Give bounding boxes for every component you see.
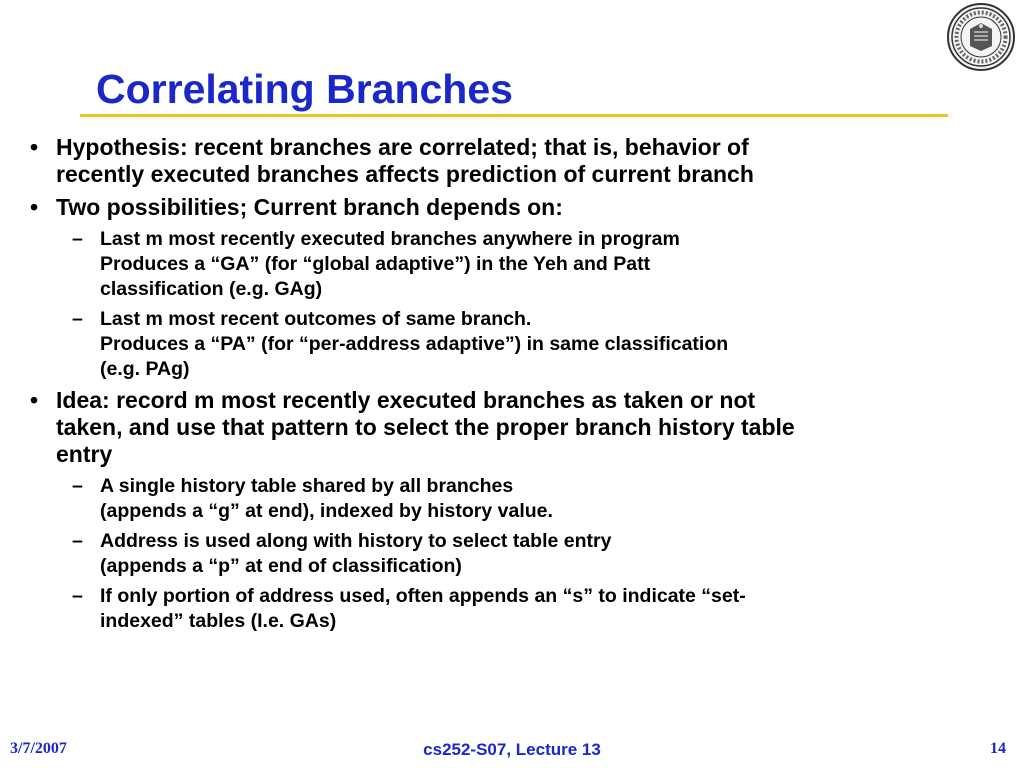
sub-bullet-text-line: (appends a “p” at end of classification) (100, 555, 462, 577)
footer-date: 3/7/2007 (10, 740, 67, 757)
sub-bullet-text-line: Produces a “GA” (for “global adaptive”) in the Yeh and Patt (100, 253, 651, 275)
bullet-text-line: taken, and use that pattern to select the proper branch history table (56, 414, 795, 440)
sub-bullet-text-line: Last m most recent outcomes of same branch. (100, 308, 532, 330)
sub-bullet-marker: – (72, 475, 83, 497)
sub-bullet-marker: – (72, 308, 83, 330)
sub-bullet-item (30, 474, 990, 524)
bullet-text-line: recently executed branches affects prediction of current branch (56, 161, 754, 187)
sub-bullet-text-line: A single history table shared by all branches (100, 475, 514, 497)
bullet-text-line: entry (56, 441, 113, 467)
sub-bullet-marker: – (72, 228, 83, 250)
sub-bullet-marker: – (72, 530, 83, 552)
sub-bullet-text-line: Last m most recently executed branches anywhere in program (100, 228, 680, 250)
sub-bullet-text-line: classification (e.g. GAg) (100, 278, 323, 300)
sub-bullet-text-line: Address is used along with history to select table entry (100, 530, 612, 552)
bullet-text-line: Hypothesis: recent branches are correlated; that is, behavior of (56, 134, 749, 160)
bullet-text-line: Idea: record m most recently executed branches as taken or not (56, 387, 756, 413)
sub-bullet-text-line: Produces a “PA” (for “per-address adaptive”) in same classification (100, 333, 729, 355)
bullet-marker: • (30, 387, 39, 413)
sub-bullet-text-line: If only portion of address used, often appends an “s” to indicate “set- (100, 585, 746, 607)
bullet-item (30, 134, 990, 188)
sub-bullet-text-line: (e.g. PAg) (100, 358, 190, 380)
bullet-text-line: Two possibilities; Current branch depends on: (56, 194, 563, 220)
sub-bullet-text-line: (appends a “g” at end), indexed by history value. (100, 500, 553, 522)
sub-bullet-text-line: indexed” tables (I.e. GAs) (100, 610, 337, 632)
sub-bullet-item (30, 227, 990, 302)
sub-bullet-item (30, 529, 990, 579)
slide-body (30, 134, 990, 639)
bullet-item (30, 194, 990, 221)
sub-bullet-item (30, 307, 990, 382)
title-underline (80, 114, 948, 117)
bullet-item (30, 387, 990, 468)
bullet-marker: • (30, 134, 39, 160)
university-seal-icon (946, 2, 1016, 72)
bullet-marker: • (30, 194, 39, 220)
footer-course: cs252-S07, Lecture 13 (423, 740, 601, 759)
sub-bullet-item (30, 584, 990, 634)
sub-bullet-marker: – (72, 585, 83, 607)
slide-title: Correlating Branches (96, 66, 513, 112)
page-number: 14 (990, 740, 1006, 757)
